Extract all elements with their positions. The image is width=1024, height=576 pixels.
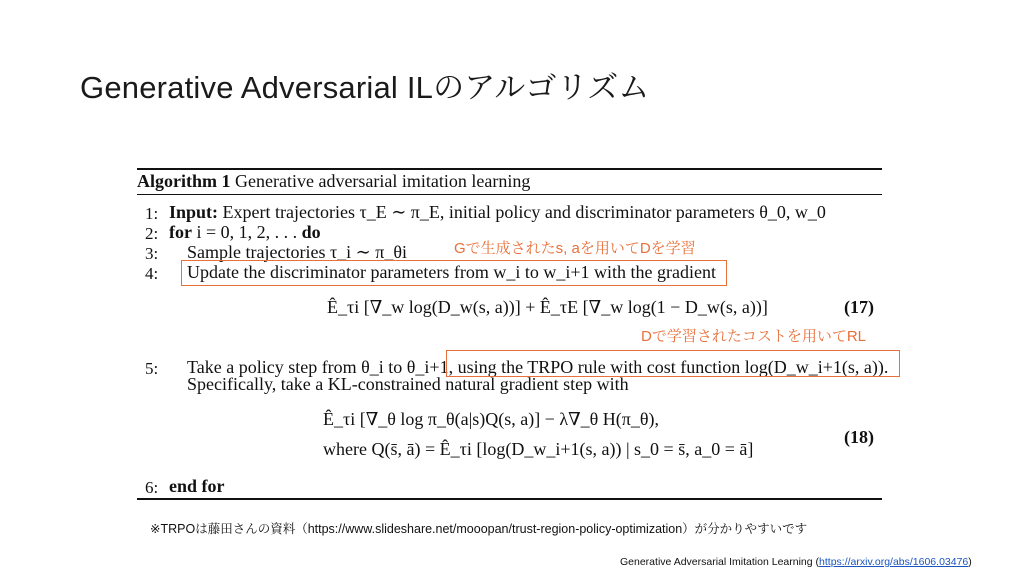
algorithm-line-5b: Specifically, take a KL-constrained natural gradient step with	[187, 374, 629, 394]
algorithm-label: Algorithm 1	[137, 171, 231, 191]
citation-close: )	[968, 556, 972, 568]
input-keyword: Input:	[169, 202, 219, 222]
do-keyword: do	[301, 222, 321, 242]
highlight-box-trpo	[446, 350, 900, 377]
line-number-4: 4:	[145, 264, 159, 283]
equation-17: Ê_τi [∇_w log(D_w(s, a))] + Ê_τE [∇_w log(1 − D_w(s, a))]	[327, 297, 768, 317]
equation-number-17: (17)	[844, 297, 874, 317]
algorithm-name: Generative adversarial imitation learning	[230, 171, 531, 191]
arxiv-link[interactable]: https://arxiv.org/abs/1606.03476	[819, 556, 969, 568]
for-keyword: for	[169, 222, 192, 242]
algorithm-heading	[137, 171, 530, 192]
bottom-rule	[137, 498, 882, 500]
trpo-rule-text: using the TRPO rule with cost function log(D_w_i+1(s, a)).	[453, 357, 889, 377]
for-range: i = 0, 1, 2, . . .	[191, 222, 302, 242]
top-rule	[137, 168, 882, 170]
equation-18b: where Q(s̄, ā) = Ê_τi [log(D_w_i+1(s, a)) | s_0 = s̄, a_0 = ā]	[323, 439, 754, 459]
trpo-reference-note: ※TRPOは藤田さんの資料（https://www.slideshare.net/mooopan/trust-region-policy-optimization）が分かりやすいです	[150, 522, 808, 536]
citation	[620, 556, 972, 568]
algorithm-line-6	[169, 476, 225, 497]
line-number-2: 2:	[145, 224, 159, 243]
algorithm-line-4: Update the discriminator parameters from w_i to w_i+1 with the gradient	[187, 262, 717, 282]
equation-number-18: (18)	[844, 427, 874, 447]
equation-18a: Ê_τi [∇_θ log π_θ(a|s)Q(s, a)] − λ∇_θ H(π_θ),	[323, 409, 659, 429]
heading-rule	[137, 194, 882, 195]
line-number-6: 6:	[145, 478, 159, 497]
algorithm-line-1	[169, 202, 826, 223]
citation-text: Generative Adversarial Imitation Learning (	[620, 556, 820, 568]
algorithm-line-3: Sample trajectories τ_i ∼ π_θi	[187, 242, 407, 262]
policy-step-text: Take a policy step from θ_i to θ_i+1,	[187, 357, 454, 377]
algorithm-line-2	[169, 222, 321, 243]
line-number-3: 3:	[145, 244, 159, 263]
input-text: Expert trajectories τ_E ∼ π_E, initial policy and discriminator parameters θ_0, w_0	[218, 202, 826, 222]
annotation-rl: Dで学習されたコストを用いてRL	[641, 328, 867, 345]
end-for-keyword: end for	[169, 476, 225, 496]
line-number-1: 1:	[145, 204, 159, 223]
annotation-discriminator: Gで生成されたs, aを用いてDを学習	[454, 240, 696, 257]
slide-title: Generative Adversarial ILのアルゴリズム	[80, 70, 650, 105]
line-number-5: 5:	[145, 359, 159, 378]
